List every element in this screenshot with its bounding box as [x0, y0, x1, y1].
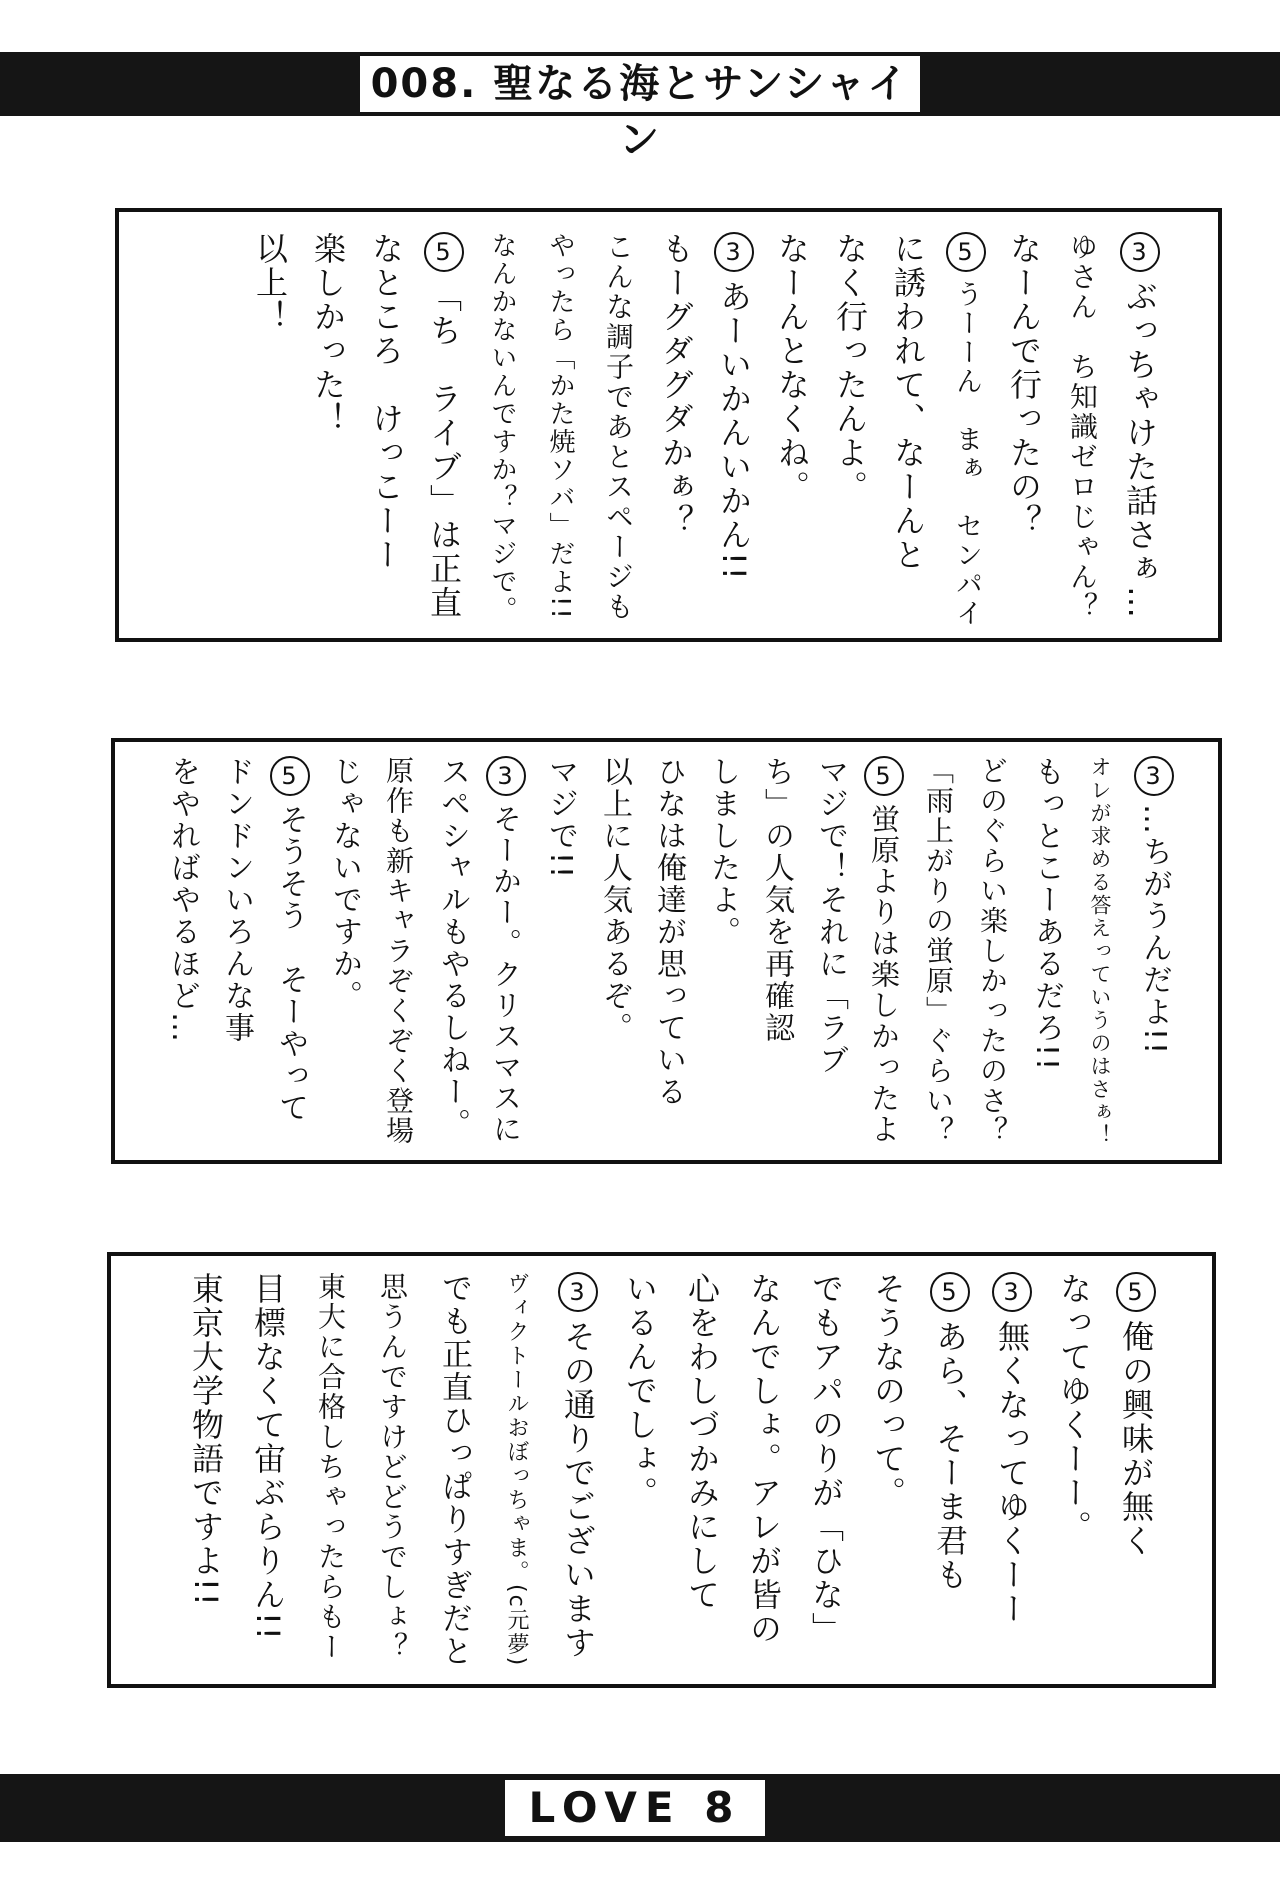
- speaker-badge: 3: [1120, 232, 1160, 272]
- dialogue-column: [432, 756, 472, 1140]
- dialogue-column: [648, 756, 688, 1108]
- dialogue-column: [806, 1272, 846, 1646]
- dialogue-text: オレが求める答えっていうのはさぁ！: [1088, 756, 1112, 1147]
- dialogue-text: ヴィクトールおぼっちゃま。(c元夢): [504, 1272, 529, 1668]
- dialogue-text: その通りでございます: [559, 1320, 597, 1660]
- dialogue-text: ゆさん ち知識ゼロじゃん？: [1066, 232, 1099, 622]
- speaker-badge: 5: [946, 232, 986, 272]
- dialogue-column: [598, 232, 638, 622]
- dialogue-text: うーーん まぁ センパイ: [951, 280, 982, 628]
- dialogue-column: [378, 756, 418, 1146]
- dialogue-column: [992, 1272, 1032, 1626]
- dialogue-column: [1120, 232, 1160, 620]
- dialogue-text: 以上！: [251, 232, 289, 334]
- dialogue-column: [366, 232, 406, 572]
- dialogue-column: [1054, 1272, 1094, 1544]
- dialogue-column: [558, 1272, 598, 1660]
- speaker-badge: 5: [270, 756, 310, 796]
- dialogue-text: なんでしょ。アレが皆の: [745, 1272, 783, 1646]
- dialogue-text: なところ けっこーー: [367, 232, 405, 572]
- dialogue-column: [1026, 756, 1066, 1072]
- dialogue-column: [972, 756, 1012, 1146]
- dialogue-column: [270, 756, 310, 1124]
- dialogue-text: 蛍原よりは楽しかったよ: [867, 804, 901, 1145]
- dialogue-text: 無くなってゆくーー: [993, 1320, 1031, 1626]
- dialogue-text: やったら「かた焼ソバ」だよ!!: [545, 232, 575, 621]
- footer-bar: [0, 1774, 1280, 1842]
- dialogue-column: [186, 1272, 226, 1608]
- dialogue-text: どのぐらい楽しかったのさ？: [976, 756, 1009, 1146]
- speaker-badge: 3: [558, 1272, 598, 1312]
- dialogue-text: もっとこーあるだろ!!: [1029, 756, 1064, 1073]
- dialogue-column: [656, 232, 696, 538]
- dialogue-text: なんかないんですか？マジで。: [487, 232, 517, 624]
- dialogue-text: なーんで行ったの？: [1005, 232, 1043, 538]
- dialogue-column: [308, 232, 348, 436]
- dialogue-column: [1116, 1272, 1156, 1558]
- dialogue-column: [424, 232, 464, 620]
- dialogue-column: [216, 756, 256, 1044]
- dialogue-column: [868, 1272, 908, 1510]
- dialogue-column: [496, 1272, 536, 1667]
- dialogue-column: [864, 756, 904, 1145]
- dialogue-column: [682, 1272, 722, 1612]
- dialogue-column: [744, 1272, 784, 1646]
- dialogue-text: なく行ったんよ。: [831, 232, 869, 504]
- dialogue-column: [1062, 232, 1102, 622]
- dialogue-text: なーんとなくね。: [773, 232, 811, 504]
- dialogue-text: …ちがうんだよ!!: [1137, 804, 1172, 1057]
- speaker-badge: 5: [1116, 1272, 1156, 1312]
- dialogue-text: しましたよ。: [705, 756, 740, 948]
- dialogue-text: 俺の興味が無く: [1117, 1320, 1155, 1558]
- dialogue-column: [772, 232, 812, 504]
- header-bar: [0, 52, 1280, 163]
- dialogue-text: マジで！それに「ラブ: [813, 756, 848, 1076]
- speaker-badge: 3: [1134, 756, 1174, 796]
- speaker-badge: 5: [864, 756, 904, 796]
- dialogue-text: こんな調子であとスページも: [602, 232, 635, 622]
- dialogue-text: マジで!!: [543, 756, 578, 881]
- panel-3: [107, 1252, 1216, 1688]
- dialogue-column: [594, 756, 634, 1044]
- dialogue-text: 楽しかった！: [309, 232, 347, 436]
- dialogue-text: 目標なくて宙ぶらりん!!: [249, 1272, 287, 1642]
- dialogue-column: [888, 232, 928, 572]
- dialogue-text: ち」の人気を再確認: [759, 756, 794, 1044]
- speaker-badge: 3: [992, 1272, 1032, 1312]
- dialogue-text: ぶっちゃけた話さぁ…: [1121, 280, 1159, 620]
- dialogue-column: [1134, 756, 1174, 1056]
- dialogue-text: そうなのって。: [869, 1272, 907, 1510]
- dialogue-column: [482, 232, 522, 624]
- dialogue-text: 東京大学物語ですよ!!: [187, 1272, 225, 1608]
- dialogue-column: [540, 232, 580, 621]
- dialogue-text: ドンドンいろんな事: [219, 756, 254, 1044]
- dialogue-column: [810, 756, 850, 1076]
- speaker-badge: 5: [930, 1272, 970, 1312]
- dialogue-column: [162, 756, 202, 1044]
- dialogue-text: そーかー。クリスマスに: [489, 804, 523, 1145]
- dialogue-column: [372, 1272, 412, 1662]
- dialogue-text: いるんでしょ。: [621, 1272, 659, 1510]
- dialogue-column: [324, 756, 364, 1012]
- panel-1: [115, 208, 1222, 642]
- dialogue-column: [930, 1272, 970, 1592]
- dialogue-column: [1080, 756, 1120, 1147]
- dialogue-text: スペシャルもやるしねー。: [435, 756, 470, 1140]
- dialogue-column: [250, 232, 290, 334]
- panel-2: [111, 738, 1222, 1164]
- dialogue-column: [540, 756, 580, 880]
- dialogue-column: [830, 232, 870, 504]
- speaker-badge: 3: [714, 232, 754, 272]
- page-footer-title: LOVE 8: [505, 1780, 765, 1836]
- dialogue-column: [486, 756, 526, 1145]
- dialogue-column: [756, 756, 796, 1044]
- dialogue-text: 心をわしづかみにして: [683, 1272, 721, 1612]
- dialogue-text: もーグダグダかぁ？: [657, 232, 695, 538]
- dialogue-text: をやればやるほど…: [165, 756, 200, 1044]
- dialogue-text: じゃないですか。: [327, 756, 362, 1012]
- speaker-badge: 3: [486, 756, 526, 796]
- dialogue-column: [248, 1272, 288, 1642]
- dialogue-text: あら、そーま君も: [931, 1320, 969, 1592]
- dialogue-column: [918, 756, 958, 1146]
- dialogue-text: に誘われて、なーんと: [889, 232, 927, 572]
- page-title: 008. 聖なる海とサンシャイン: [360, 56, 920, 112]
- dialogue-text: でもアパのりが「ひな」: [807, 1272, 845, 1646]
- dialogue-text: あーいかんいかん!!: [715, 280, 753, 582]
- dialogue-column: [434, 1272, 474, 1668]
- dialogue-text: でも正直ひっぱりすぎだと: [436, 1272, 472, 1668]
- dialogue-text: 思うんですけどどうでしょ？: [376, 1272, 409, 1662]
- dialogue-column: [946, 232, 986, 628]
- dialogue-column: [702, 756, 742, 948]
- dialogue-text: ひなは俺達が思っている: [651, 756, 686, 1108]
- speaker-badge: 5: [424, 232, 464, 272]
- dialogue-text: そうそう そーやって: [273, 804, 308, 1124]
- dialogue-text: 「ち ライブ」は正直: [425, 280, 463, 620]
- dialogue-text: 以上に人気あるぞ。: [597, 756, 632, 1044]
- dialogue-column: [310, 1272, 350, 1662]
- dialogue-column: [714, 232, 754, 582]
- dialogue-column: [620, 1272, 660, 1510]
- dialogue-text: 東大に合格しちゃったらもー: [314, 1272, 347, 1662]
- dialogue-text: 原作も新キャラぞくぞく登場: [382, 756, 415, 1146]
- dialogue-text: 「雨上がりの蛍原」ぐらい？: [922, 756, 955, 1146]
- dialogue-column: [1004, 232, 1044, 538]
- dialogue-text: なってゆくーー。: [1055, 1272, 1093, 1544]
